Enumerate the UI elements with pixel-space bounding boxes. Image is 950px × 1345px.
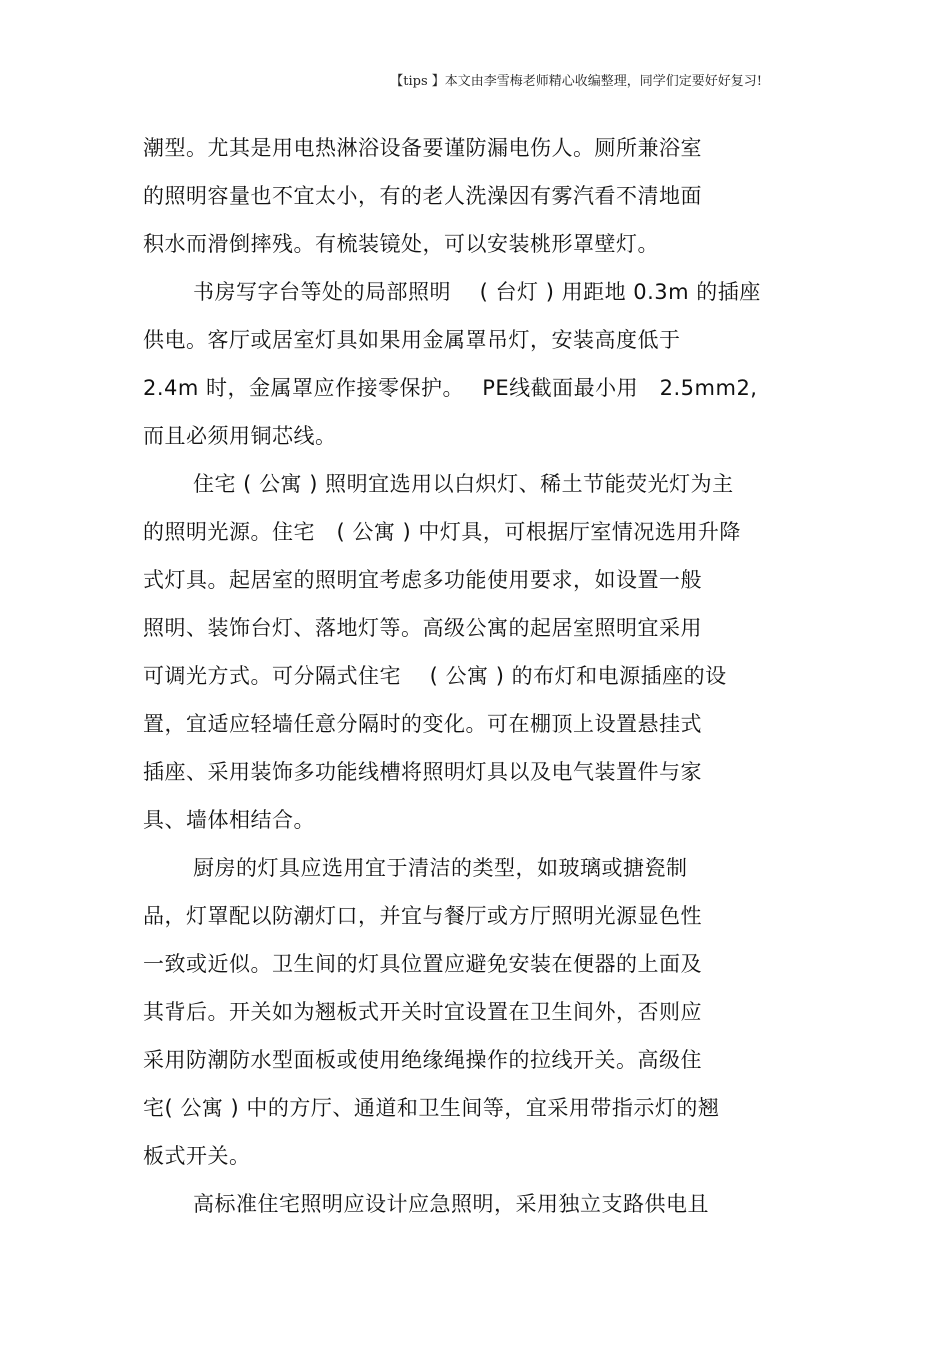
text-line: 供电。客厅或居室灯具如果用金属罩吊灯，安装高度低于 — [143, 328, 681, 352]
text-line: 住宅 ( 公寓 ) 照明宜选用以白炽灯、稀土节能荧光灯为主 — [193, 472, 734, 496]
body-text — [143, 124, 803, 1228]
text-line: 品，灯罩配以防潮灯口，并宜与餐厅或方厅照明光源显色性 — [143, 904, 702, 928]
text-line: 积水而滑倒摔残。有梳装镜处，可以安装桃形罩壁灯。 — [143, 232, 659, 256]
text-line: 其背后。开关如为翘板式开关时宜设置在卫生间外，否则应 — [143, 1000, 702, 1024]
text-line: 具、墙体相结合。 — [143, 808, 315, 832]
text-line: 置，宜适应轻墙任意分隔时的变化。可在棚顶上设置悬挂式 — [143, 712, 702, 736]
text-line: 厨房的灯具应选用宜于清洁的类型，如玻璃或搪瓷制 — [193, 856, 688, 880]
text-line: 可调光方式。可分隔式住宅 ( 公寓 ) 的布灯和电源插座的设 — [143, 664, 727, 688]
text-line: 书房写字台等处的局部照明 ( 台灯 ) 用距地 0.3m 的插座 — [193, 280, 761, 304]
text-line: 而且必须用铜芯线。 — [143, 424, 337, 448]
text-line: 高标准住宅照明应设计应急照明，采用独立支路供电且 — [193, 1192, 709, 1216]
text-line: 2.4m 时，金属罩应作接零保护。 PE线截面最小用 2.5mm2, — [143, 376, 758, 400]
text-line: 潮型。尤其是用电热淋浴设备要谨防漏电伤人。厕所兼浴室 — [143, 136, 702, 160]
text-line: 一致或近似。卫生间的灯具位置应避免安装在便器的上面及 — [143, 952, 702, 976]
text-line: 照明、装饰台灯、落地灯等。高级公寓的起居室照明宜采用 — [143, 616, 702, 640]
text-line: 的照明光源。住宅 ( 公寓 ) 中灯具，可根据厅室情况选用升降 — [143, 520, 741, 544]
header-tip: 【tips 】本文由李雪梅老师精心收编整理，同学们定要好好复习! — [390, 74, 762, 89]
text-line: 宅( 公寓 ) 中的方厅、通道和卫生间等，宜采用带指示灯的翘 — [143, 1096, 720, 1120]
text-line: 的照明容量也不宜太小，有的老人洗澡因有雾汽看不清地面 — [143, 184, 702, 208]
text-line: 采用防潮防水型面板或使用绝缘绳操作的拉线开关。高级住 — [143, 1048, 702, 1072]
text-line: 式灯具。起居室的照明宜考虑多功能使用要求，如设置一般 — [143, 568, 702, 592]
text-line: 插座、采用装饰多功能线槽将照明灯具以及电气装置件与家 — [143, 760, 702, 784]
text-line: 板式开关。 — [143, 1144, 251, 1168]
